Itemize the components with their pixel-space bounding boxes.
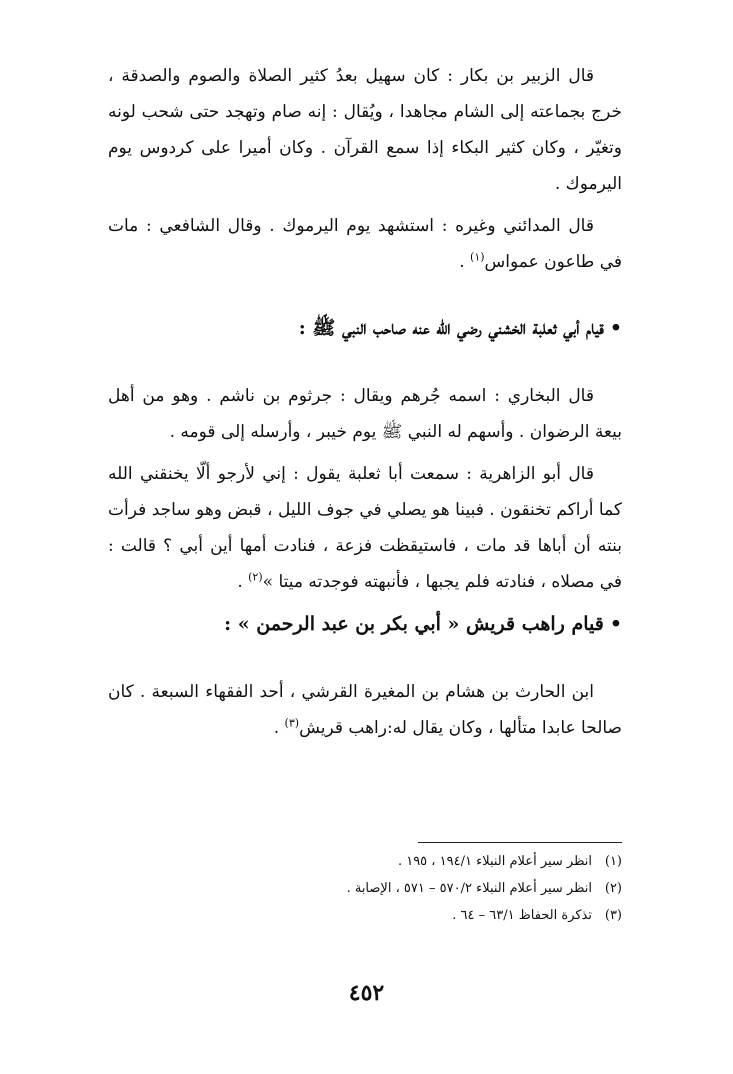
footnote-ref-2: (٢): [248, 570, 263, 584]
footnote-text: انظر سير أعلام النبلاء ٥٧٠/٢ – ٥٧١ ، الإصابة .: [346, 881, 592, 896]
paragraph-ibn-harith-end: .: [273, 718, 285, 738]
footnote-text: انظر سير أعلام النبلاء ١٩٤/١ ، ١٩٥ .: [397, 854, 592, 869]
footnote-divider: [418, 842, 622, 843]
section-heading-rahib-quraysh-text: قيام راهب قريش « أبي بكر بن عبد الرحمن » :: [224, 613, 604, 635]
section-heading-abu-thalaba: [108, 312, 622, 344]
paragraph-ibn-harith-text: ابن الحارث بن هشام بن المغيرة القرشي ، أحد الفقهاء السبعة . كان صالحا عابدا متألها ، وكان يقال له:راهب قريش: [108, 682, 622, 738]
paragraph-abu-zahiriya-text: قال أبو الزاهرية : سمعت أبا ثعلبة يقول : إني لأرجو ألّا يخنقني الله كما أراكم تخنقون . فبينا هو يصلي في جوف الليل ، قبض وهو ساجد فرأت بنته أن أباها قد مات ، فاستيقظت فزعة ، فنادت أمها أين أبي ؟ قالت : في مصلاه ، فنادته فلم يجبها ، فأنبهته فوجدته ميتا »: [108, 464, 622, 592]
paragraph-abu-zahiriya: [108, 456, 622, 600]
bullet-marker: •: [609, 613, 622, 635]
page-body: [108, 58, 622, 746]
paragraph-abu-zahiriya-end: .: [237, 572, 249, 592]
paragraph-madaini: [108, 208, 622, 280]
footnote-number: (٣): [604, 908, 622, 923]
bullet-marker: •: [609, 317, 622, 339]
paragraph-bukhari: قال البخاري : اسمه جُرهم ويقال : جرثوم بن ناشم . وهو من أهل بيعة الرضوان . وأسهم له النبي ﷺ يوم خيبر ، وأرسله إلى قومه .: [108, 386, 622, 442]
section-heading-rahib-quraysh: [108, 608, 622, 640]
footnotes: [260, 848, 622, 929]
section-heading-abu-thalaba-text: قيام أبي ثعلبة الخشني رضي الله عنه صاحب النبي ﷺ :: [298, 317, 604, 339]
footnote-item: [260, 848, 622, 875]
footnote-ref-1: (١): [470, 250, 485, 264]
paragraph-ibn-harith: [108, 674, 622, 746]
paragraph-zubair: قال الزبير بن بكار : كان سهيل بعدُ كثير الصلاة والصوم والصدقة ، خرج بجماعته إلى الشام مجاهدا ، ويُقال : إنه صام وتهجد حتى شحب لونه وتغيّر ، وكان كثير البكاء إذا سمع القرآن . وكان أميرا على كردوس يوم اليرموك .: [108, 66, 622, 194]
footnote-text: تذكرة الحفاظ ٦٣/١ – ٦٤ .: [452, 908, 592, 923]
footnote-number: (١): [604, 854, 622, 869]
footnote-item: [260, 875, 622, 902]
footnote-ref-3: (٣): [284, 716, 300, 730]
page-number: ٤٥٢: [348, 980, 385, 1006]
footnote-number: (٢): [604, 881, 622, 896]
paragraph-madaini-text: قال المدائني وغيره : استشهد يوم اليرموك . وقال الشافعي : مات في طاعون عمواس: [108, 216, 622, 272]
paragraph-madaini-end: .: [459, 252, 471, 272]
footnote-item: [260, 902, 622, 929]
